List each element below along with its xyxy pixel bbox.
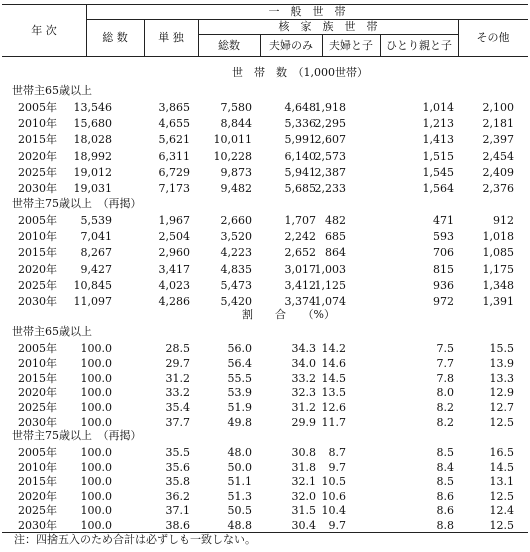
total-cell: 18,992: [73, 149, 112, 163]
single-cell: 38.6: [165, 519, 190, 532]
nuclear-total-cell: 5,473: [220, 278, 252, 292]
table-row: [0, 385, 530, 400]
total-cell: 100.0: [80, 401, 112, 415]
year-cell: 2005年: [18, 446, 57, 459]
other-cell: 14.5: [489, 460, 514, 474]
total-cell: 8,267: [80, 246, 112, 260]
header-rule-2: [198, 34, 458, 35]
couple-only-cell: 5,991: [284, 133, 316, 147]
single-parent-cell: 593: [433, 230, 454, 244]
nuclear-total-cell: 50.0: [227, 460, 252, 474]
couple-children-cell: 1,918: [314, 101, 346, 114]
single-parent-cell: 8.0: [436, 386, 454, 400]
year-cell: 2025年: [18, 504, 57, 518]
total-cell: 100.0: [80, 504, 112, 518]
single-cell: 3,417: [158, 262, 190, 276]
table-row: [0, 213, 530, 228]
year-cell: 2005年: [18, 101, 57, 114]
year-cell: 2015年: [18, 133, 57, 147]
total-cell: 100.0: [80, 416, 112, 429]
year-cell: 2025年: [18, 278, 57, 292]
year-cell: 2010年: [18, 356, 57, 370]
couple-only-cell: 5,685: [284, 182, 316, 195]
single-parent-cell: 1,014: [422, 101, 454, 114]
nuclear-total-cell: 53.9: [227, 386, 252, 400]
table-row: [0, 116, 530, 131]
single-parent-cell: 1,515: [422, 149, 454, 163]
single-parent-cell: 1,413: [422, 133, 454, 147]
table-row: [0, 149, 530, 164]
single-parent-cell: 8.5: [436, 475, 454, 489]
year-cell: 2030年: [18, 182, 57, 195]
couple-only-cell: 32.1: [291, 475, 316, 489]
section-title-counts: 世 帯 数 （1,000世帯）: [232, 66, 368, 79]
couple-children-cell: 11.7: [321, 416, 346, 429]
couple-only-cell: 30.8: [291, 446, 316, 459]
single-cell: 35.5: [165, 446, 190, 459]
total-cell: 100.0: [80, 475, 112, 489]
couple-only-cell: 31.8: [291, 460, 316, 474]
single-cell: 35.4: [165, 401, 190, 415]
year-cell: 2015年: [18, 246, 57, 260]
single-cell: 4,655: [158, 117, 190, 131]
nuclear-total-cell: 50.5: [227, 504, 252, 518]
couple-children-cell: 14.2: [321, 342, 346, 355]
couple-children-cell: 2,573: [314, 149, 346, 163]
nuclear-total-cell: 48.8: [227, 519, 252, 532]
total-cell: 100.0: [80, 489, 112, 503]
nuclear-total-cell: 56.4: [227, 356, 252, 370]
nuclear-total-cell: 4,223: [220, 246, 252, 260]
total-cell: 100.0: [80, 460, 112, 474]
other-cell: 13.9: [489, 356, 514, 370]
single-cell: 33.2: [165, 386, 190, 400]
couple-only-cell: 34.0: [291, 356, 316, 370]
single-parent-cell: 706: [433, 246, 454, 260]
table-row: [0, 489, 530, 504]
couple-only-cell: 2,242: [284, 230, 316, 244]
table-row: [0, 415, 530, 430]
couple-children-cell: 2,233: [314, 182, 346, 195]
single-cell: 28.5: [165, 342, 190, 355]
total-cell: 100.0: [80, 371, 112, 385]
table-row: [0, 181, 530, 196]
nuclear-total-cell: 51.3: [227, 489, 252, 503]
table-row: [0, 503, 530, 518]
table-row: [0, 445, 530, 460]
couple-children-cell: 10.6: [321, 489, 346, 503]
year-cell: 2020年: [18, 262, 57, 276]
nuclear-total-cell: 10,228: [213, 149, 252, 163]
other-cell: 2,409: [482, 165, 514, 179]
couple-children-cell: 13.5: [321, 386, 346, 400]
single-cell: 37.1: [165, 504, 190, 518]
single-parent-cell: 1,564: [422, 182, 454, 195]
total-cell: 100.0: [80, 386, 112, 400]
nuclear-total-cell: 7,580: [220, 101, 252, 114]
nuclear-total-cell: 4,835: [220, 262, 252, 276]
header-year: 年 次: [31, 24, 57, 37]
single-parent-cell: 8.5: [436, 446, 454, 459]
couple-children-cell: 9.7: [328, 519, 346, 532]
total-cell: 5,539: [80, 214, 112, 227]
other-cell: 13.1: [489, 475, 514, 489]
other-cell: 2,100: [482, 101, 514, 114]
nuclear-total-cell: 8,844: [220, 117, 252, 131]
year-cell: 2005年: [18, 342, 57, 355]
couple-only-cell: 30.4: [291, 519, 316, 532]
single-parent-cell: 8.4: [436, 460, 454, 474]
couple-only-cell: 31.5: [291, 504, 316, 518]
couple-children-cell: 1,074: [314, 295, 346, 308]
couple-children-cell: 14.5: [321, 371, 346, 385]
total-cell: 15,680: [73, 117, 112, 131]
couple-children-cell: 482: [325, 214, 346, 227]
table-row: [0, 165, 530, 180]
other-cell: 1,175: [482, 262, 514, 276]
table-row: [0, 229, 530, 244]
header-general-household: 一 般 世 帯: [268, 5, 346, 18]
other-cell: 12.7: [489, 401, 514, 415]
nuclear-total-cell: 5,420: [220, 295, 252, 308]
table-row: [0, 518, 530, 533]
header-single: 単 独: [158, 31, 184, 44]
single-cell: 4,286: [158, 295, 190, 308]
couple-only-cell: 32.0: [291, 489, 316, 503]
year-cell: 2010年: [18, 460, 57, 474]
year-cell: 2025年: [18, 165, 57, 179]
single-cell: 6,311: [158, 149, 190, 163]
other-cell: 1,018: [482, 230, 514, 244]
single-parent-cell: 7.8: [436, 371, 454, 385]
group-label-75-counts: 世帯主75歳以上 （再掲）: [12, 197, 142, 210]
year-cell: 2020年: [18, 489, 57, 503]
couple-children-cell: 685: [325, 230, 346, 244]
header-nuclear-family: 核 家 族 世 帯: [278, 20, 378, 33]
single-parent-cell: 1,213: [422, 117, 454, 131]
header-nuclear-total: 総数: [218, 39, 240, 52]
group-label-65-counts: 世帯主65歳以上: [12, 84, 92, 97]
year-cell: 2030年: [18, 519, 57, 532]
single-cell: 6,729: [158, 165, 190, 179]
header-other: その他: [476, 31, 510, 44]
table-row: [0, 278, 530, 293]
couple-only-cell: 3,017: [284, 262, 316, 276]
single-parent-cell: 972: [433, 295, 454, 308]
other-cell: 12.4: [489, 504, 514, 518]
single-parent-cell: 815: [433, 262, 454, 276]
couple-only-cell: 4,648: [284, 101, 316, 114]
header-couple-children: 夫婦と子: [329, 39, 373, 52]
couple-children-cell: 10.4: [321, 504, 346, 518]
single-cell: 7,173: [158, 182, 190, 195]
total-cell: 19,012: [73, 165, 112, 179]
table-row: [0, 132, 530, 147]
total-cell: 11,097: [73, 295, 112, 308]
couple-children-cell: 9.7: [328, 460, 346, 474]
other-cell: 912: [493, 214, 514, 227]
year-cell: 2015年: [18, 371, 57, 385]
total-cell: 100.0: [80, 446, 112, 459]
year-cell: 2020年: [18, 149, 57, 163]
single-parent-cell: 1,545: [422, 165, 454, 179]
nuclear-total-cell: 49.8: [227, 416, 252, 429]
couple-children-cell: 2,295: [314, 117, 346, 131]
couple-children-cell: 2,387: [314, 165, 346, 179]
nuclear-total-cell: 55.5: [227, 371, 252, 385]
single-parent-cell: 7.7: [436, 356, 454, 370]
nuclear-total-cell: 51.1: [227, 475, 252, 489]
other-cell: 1,348: [482, 278, 514, 292]
other-cell: 16.5: [489, 446, 514, 459]
group-label-75-ratio: 世帯主75歳以上 （再掲）: [12, 429, 142, 442]
other-cell: 12.5: [489, 519, 514, 532]
single-parent-cell: 936: [433, 278, 454, 292]
couple-children-cell: 12.6: [321, 401, 346, 415]
year-cell: 2010年: [18, 117, 57, 131]
single-parent-cell: 8.6: [436, 504, 454, 518]
single-parent-cell: 471: [433, 214, 454, 227]
single-cell: 35.8: [165, 475, 190, 489]
single-parent-cell: 8.6: [436, 489, 454, 503]
couple-only-cell: 29.9: [291, 416, 316, 429]
year-cell: 2005年: [18, 214, 57, 227]
year-cell: 2010年: [18, 230, 57, 244]
total-cell: 100.0: [80, 356, 112, 370]
nuclear-total-cell: 9,482: [220, 182, 252, 195]
single-cell: 5,621: [158, 133, 190, 147]
year-cell: 2020年: [18, 386, 57, 400]
total-cell: 7,041: [80, 230, 112, 244]
other-cell: 2,397: [482, 133, 514, 147]
couple-only-cell: 5,336: [284, 117, 316, 131]
couple-children-cell: 8.7: [328, 446, 346, 459]
couple-children-cell: 864: [325, 246, 346, 260]
total-cell: 10,845: [73, 278, 112, 292]
table-row: [0, 100, 530, 115]
other-cell: 13.3: [489, 371, 514, 385]
total-cell: 13,546: [73, 101, 112, 114]
couple-children-cell: 10.5: [321, 475, 346, 489]
single-parent-cell: 7.5: [436, 342, 454, 355]
couple-children-cell: 14.6: [321, 356, 346, 370]
table-row: [0, 294, 530, 309]
single-cell: 3,865: [158, 101, 190, 114]
table-header: [2, 4, 528, 60]
nuclear-total-cell: 48.0: [227, 446, 252, 459]
other-cell: 2,181: [482, 117, 514, 131]
total-cell: 100.0: [80, 519, 112, 532]
header-total: 総 数: [102, 31, 128, 44]
table-row: [0, 341, 530, 356]
single-cell: 2,960: [158, 246, 190, 260]
table-row: [0, 474, 530, 489]
single-cell: 35.6: [165, 460, 190, 474]
other-cell: 15.5: [489, 342, 514, 355]
couple-only-cell: 33.2: [291, 371, 316, 385]
header-bottom-rule: [2, 56, 528, 57]
other-cell: 2,454: [482, 149, 514, 163]
header-couple-only: 夫婦のみ: [269, 39, 313, 52]
other-cell: 2,376: [482, 182, 514, 195]
nuclear-total-cell: 51.9: [227, 401, 252, 415]
total-cell: 19,031: [73, 182, 112, 195]
couple-only-cell: 3,412: [284, 278, 316, 292]
nuclear-total-cell: 2,660: [220, 214, 252, 227]
couple-only-cell: 5,941: [284, 165, 316, 179]
single-cell: 4,023: [158, 278, 190, 292]
single-parent-cell: 8.2: [436, 416, 454, 429]
year-cell: 2025年: [18, 401, 57, 415]
single-cell: 36.2: [165, 489, 190, 503]
single-cell: 37.7: [165, 416, 190, 429]
year-cell: 2015年: [18, 475, 57, 489]
year-cell: 2030年: [18, 295, 57, 308]
other-cell: 12.5: [489, 416, 514, 429]
nuclear-total-cell: 9,873: [220, 165, 252, 179]
nuclear-total-cell: 10,011: [213, 133, 252, 147]
single-cell: 2,504: [158, 230, 190, 244]
other-cell: 12.9: [489, 386, 514, 400]
single-parent-cell: 8.2: [436, 401, 454, 415]
nuclear-total-cell: 56.0: [227, 342, 252, 355]
other-cell: 1,085: [482, 246, 514, 260]
single-cell: 31.2: [165, 371, 190, 385]
table-row: [0, 356, 530, 371]
single-cell: 29.7: [165, 356, 190, 370]
table-row: [0, 460, 530, 475]
couple-only-cell: 34.3: [291, 342, 316, 355]
total-cell: 100.0: [80, 342, 112, 355]
table-row: [0, 400, 530, 415]
other-cell: 12.5: [489, 489, 514, 503]
couple-only-cell: 3,374: [284, 295, 316, 308]
couple-only-cell: 31.2: [291, 401, 316, 415]
couple-only-cell: 1,707: [284, 214, 316, 227]
year-cell: 2030年: [18, 416, 57, 429]
couple-only-cell: 6,140: [284, 149, 316, 163]
single-parent-cell: 8.8: [436, 519, 454, 532]
couple-only-cell: 2,652: [284, 246, 316, 260]
table-row: [0, 262, 530, 277]
total-cell: 18,028: [73, 133, 112, 147]
header-single-parent: ひとり親と子: [386, 39, 452, 52]
single-cell: 1,967: [158, 214, 190, 227]
footnote: 注：四捨五入のため合計は必ずしも一致しない。: [14, 533, 256, 546]
other-cell: 1,391: [482, 295, 514, 308]
couple-children-cell: 2,607: [314, 133, 346, 147]
couple-children-cell: 1,003: [314, 262, 346, 276]
couple-children-cell: 1,125: [314, 278, 346, 292]
group-label-65-ratio: 世帯主65歳以上: [12, 325, 92, 338]
section-title-ratio: 割 合 （%）: [242, 308, 335, 321]
nuclear-total-cell: 3,520: [220, 230, 252, 244]
table-row: [0, 245, 530, 260]
table-row: [0, 371, 530, 386]
total-cell: 9,427: [80, 262, 112, 276]
couple-only-cell: 32.3: [291, 386, 316, 400]
